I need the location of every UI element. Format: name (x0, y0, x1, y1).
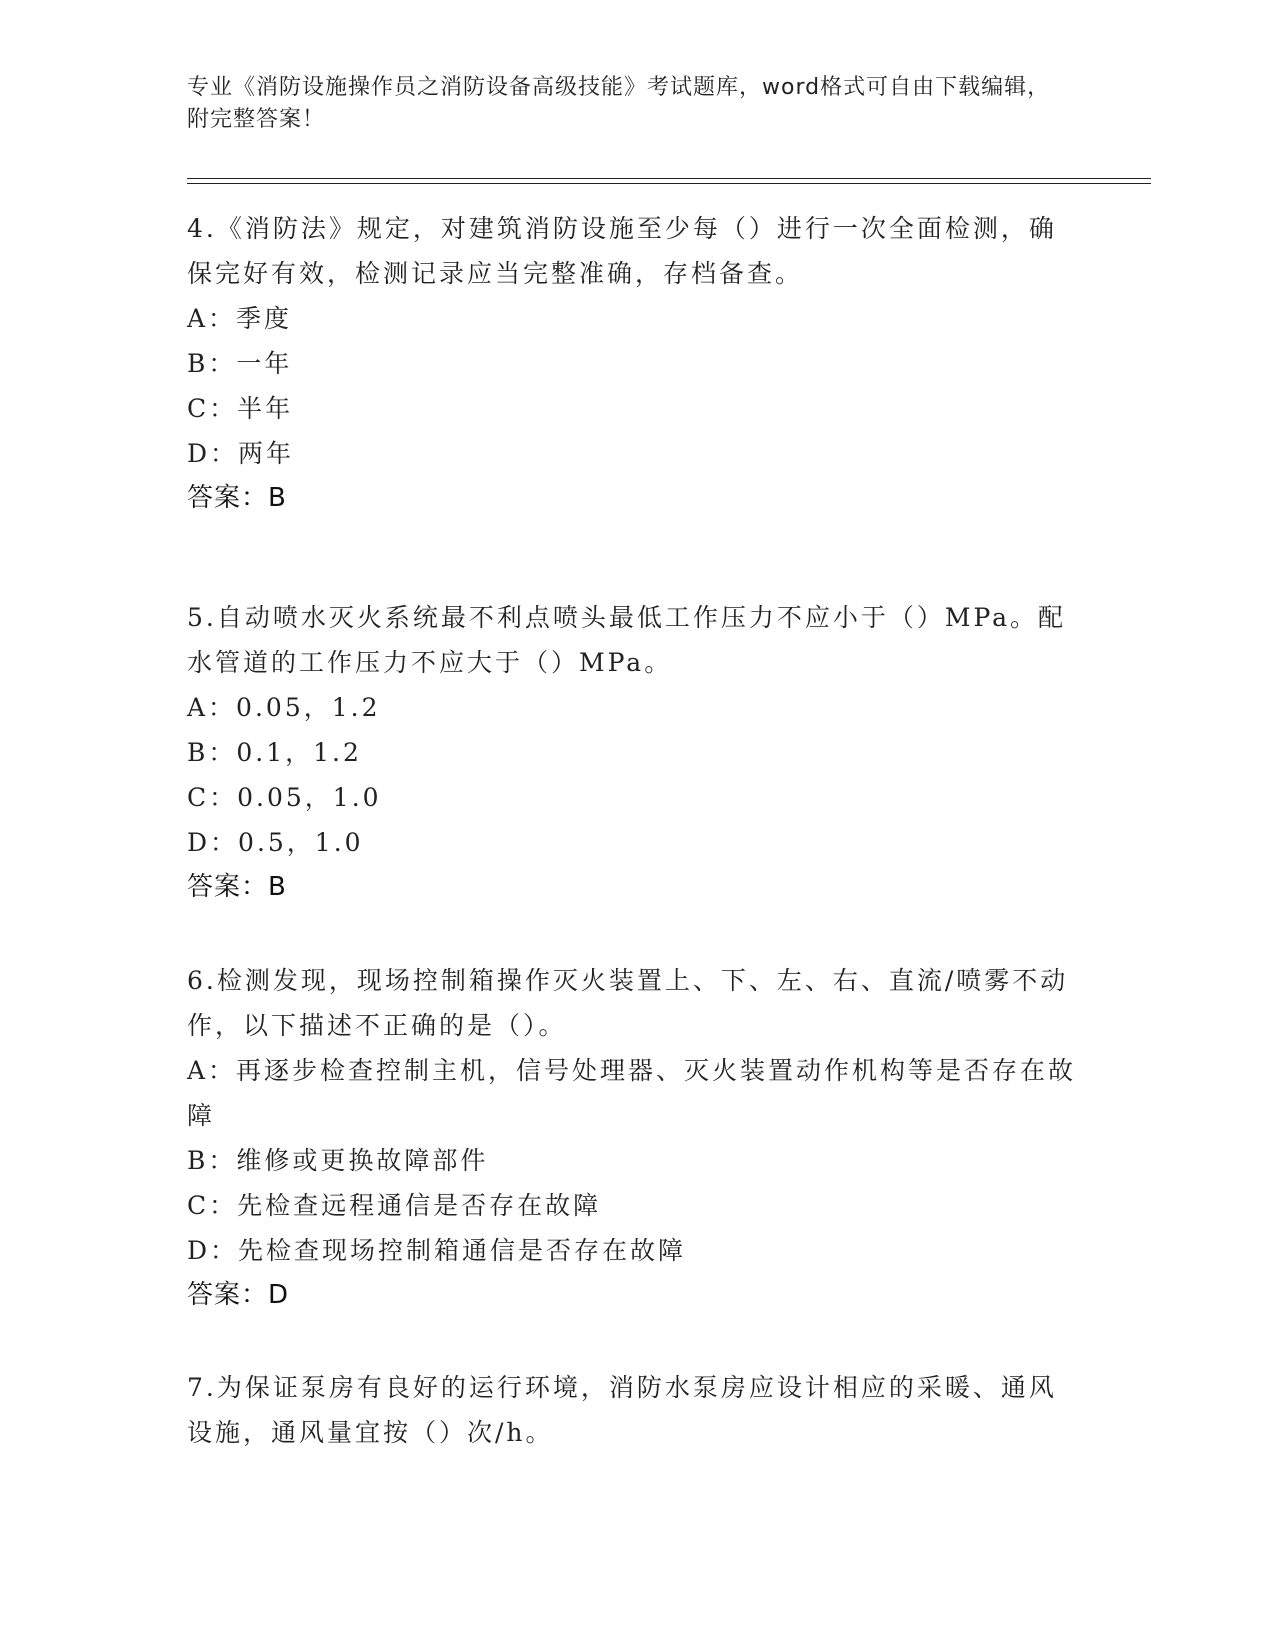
option-c: C：0.05，1.0 (187, 783, 382, 812)
header-divider-bottom (187, 183, 1151, 184)
answer-line: 答案：D (187, 1280, 290, 1310)
option-d: D：0.5，1.0 (187, 828, 364, 857)
option-a: A：再逐步检查控制主机，信号处理器、灭火装置动作机构等是否存在故障 (187, 1056, 1077, 1130)
question-5 (187, 595, 1077, 910)
question-stem: 6.检测发现，现场控制箱操作灭火装置上、下、左、右、直流/喷雾不动作，以下描述不正确的是（）。 (187, 966, 1069, 1040)
answer-line: 答案：B (187, 872, 287, 902)
question-stem: 7.为保证泵房有良好的运行环境，消防水泵房应设计相应的采暖、通风设施，通风量宜按（）次/h。 (187, 1373, 1057, 1447)
question-7 (187, 1365, 1077, 1455)
option-a: A：季度 (187, 304, 293, 333)
question-4 (187, 206, 1077, 521)
option-a: A：0.05，1.2 (187, 693, 381, 722)
option-c: C：先检查远程通信是否存在故障 (187, 1191, 602, 1220)
question-stem: 5.自动喷水灭火系统最不利点喷头最低工作压力不应小于（）MPa。配水管道的工作压力不应大于（）MPa。 (187, 603, 1067, 677)
question-6 (187, 958, 1077, 1318)
header-divider-top (187, 178, 1151, 179)
option-d: D：两年 (187, 439, 295, 468)
option-b: B：一年 (187, 349, 293, 378)
option-c: C：半年 (187, 394, 294, 423)
option-b: B：维修或更换故障部件 (187, 1146, 489, 1175)
answer-line: 答案：B (187, 483, 287, 513)
option-b: B：0.1，1.2 (187, 738, 362, 767)
document-intro: 专业《消防设施操作员之消防设备高级技能》考试题库，word格式可自由下载编辑，附完整答案！ (187, 75, 1051, 132)
question-stem: 4.《消防法》规定，对建筑消防设施至少每（）进行一次全面检测，确保完好有效，检测记录应当完整准确，存档备查。 (187, 214, 1057, 288)
option-d: D：先检查现场控制箱通信是否存在故障 (187, 1236, 687, 1265)
